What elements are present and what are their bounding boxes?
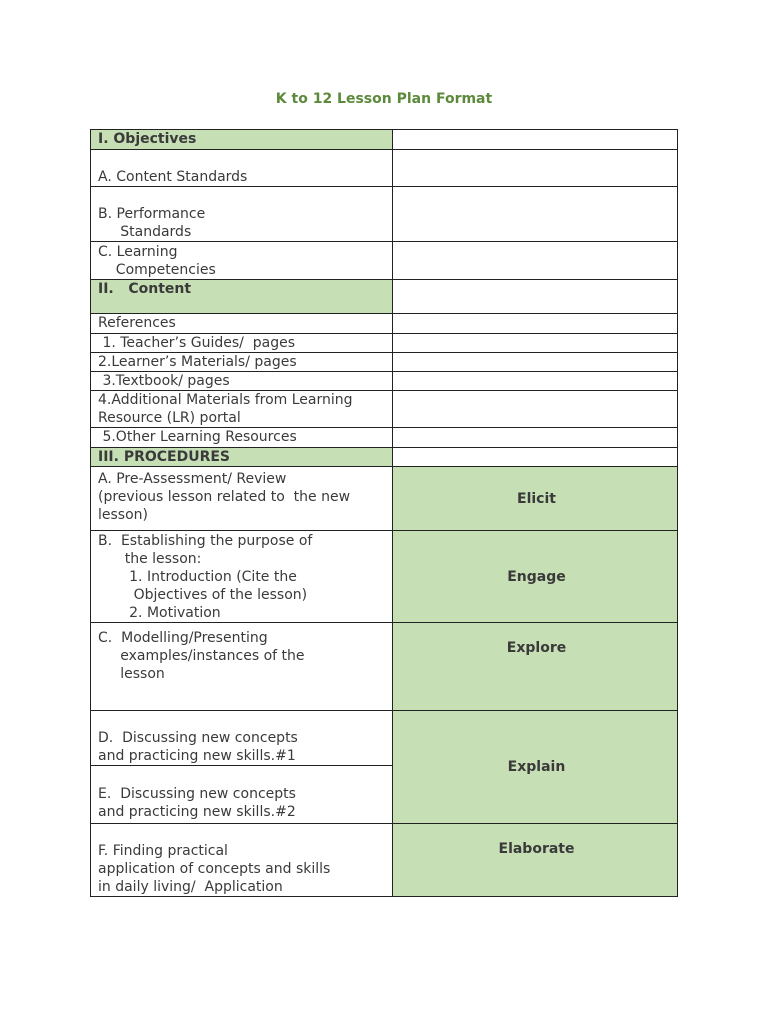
phase-elicit: Elicit	[393, 467, 678, 531]
content-header: II. Content	[91, 280, 393, 314]
textbook-label: 3.Textbook/ pages	[91, 372, 393, 391]
content-standards-value[interactable]	[393, 150, 678, 187]
proc-f-label: F. Finding practical application of concepts and skills in daily living/ Application	[91, 824, 393, 897]
learners-materials-value[interactable]	[393, 353, 678, 372]
references-value[interactable]	[393, 314, 678, 334]
additional-materials-label: 4.Additional Materials from Learning Resource (LR) portal	[91, 391, 393, 428]
proc-d-label: D. Discussing new concepts and practicing new skills.#1	[91, 711, 393, 766]
performance-standards-value[interactable]	[393, 187, 678, 242]
textbook-value[interactable]	[393, 372, 678, 391]
learners-materials-label: 2.Learner’s Materials/ pages	[91, 353, 393, 372]
lesson-plan-table	[90, 129, 678, 897]
objectives-value[interactable]	[393, 130, 678, 150]
objectives-header: I. Objectives	[91, 130, 393, 150]
other-resources-label: 5.Other Learning Resources	[91, 428, 393, 448]
procedures-header: III. PROCEDURES	[91, 448, 393, 467]
teachers-guides-label: 1. Teacher’s Guides/ pages	[91, 334, 393, 353]
learning-competencies-label: C. Learning Competencies	[91, 242, 393, 280]
additional-materials-value[interactable]	[393, 391, 678, 428]
phase-elaborate: Elaborate	[393, 824, 678, 897]
page-title: K to 12 Lesson Plan Format	[275, 91, 493, 107]
phase-explore: Explore	[393, 623, 678, 711]
teachers-guides-value[interactable]	[393, 334, 678, 353]
procedures-value[interactable]	[393, 448, 678, 467]
references-label: References	[91, 314, 393, 334]
proc-b-label: B. Establishing the purpose of the lesson: 1. Introduction (Cite the Objectives of the lesson) 2. Motivation	[91, 531, 393, 623]
phase-engage: Engage	[393, 531, 678, 623]
performance-standards-label: B. Performance Standards	[91, 187, 393, 242]
content-standards-label: A. Content Standards	[91, 150, 393, 187]
content-value[interactable]	[393, 280, 678, 314]
other-resources-value[interactable]	[393, 428, 678, 448]
phase-explain: Explain	[393, 711, 678, 824]
proc-a-label: A. Pre-Assessment/ Review (previous lesson related to the new lesson)	[91, 467, 393, 531]
learning-competencies-value[interactable]	[393, 242, 678, 280]
proc-e-label: E. Discussing new concepts and practicing new skills.#2	[91, 766, 393, 824]
proc-c-label: C. Modelling/Presenting examples/instances of the lesson	[91, 623, 393, 711]
